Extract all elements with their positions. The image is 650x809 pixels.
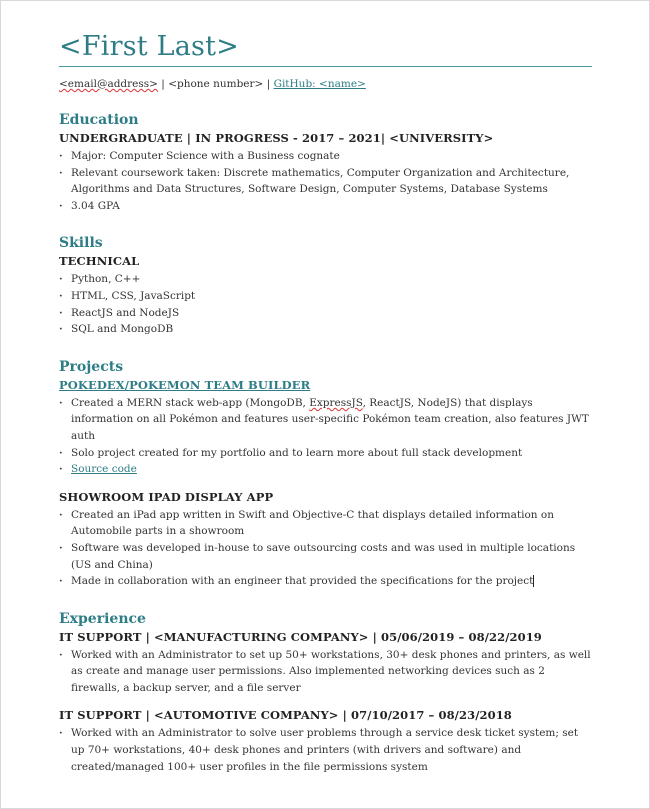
list-item: · HTML, CSS, JavaScript [59, 288, 592, 305]
education-list [59, 148, 592, 214]
project-showroom-title: SHOWROOM IPAD DISPLAY APP [59, 489, 274, 504]
email-address: <email@address> [59, 78, 158, 90]
contact-separator: | [157, 78, 169, 90]
list-item [59, 461, 592, 478]
project-pokedex-title[interactable]: POKEDEX/POKEMON TEAM BUILDER [59, 377, 311, 392]
list-item: · Worked with an Administrator to set up 50+ workstations, 30+ desk phones and printers, as well as create and manage user permissions. Also implemented networking devices such as 2 firewalls, a backup server, and a file server [59, 647, 592, 697]
education-heading: Education [59, 112, 139, 128]
experience-heading: Experience [59, 610, 146, 627]
header-divider [59, 66, 592, 67]
job-list [59, 647, 592, 697]
list-item: · Relevant coursework taken: Discrete mathematics, Computer Organization and Architecture, Algorithms and Data Structures, Software Design, Computer Systems, Database Systems [59, 165, 592, 198]
candidate-name: <First Last> [59, 31, 239, 62]
education-entry-title: UNDERGRADUATE | IN PROGRESS - 2017 – 2021| <UNIVERSITY> [59, 131, 494, 145]
github-link[interactable]: GitHub: <name> [273, 78, 366, 90]
project-showroom-list [59, 507, 592, 590]
bullet-text: , ReactJS, NodeJS) that displays information on all Pokémon and features user-specific Pokémon team creation, also features JWT auth [71, 396, 589, 442]
bullet-text-with-cursor[interactable]: Made in collaboration with an engineer that provided the specifications for the project [71, 575, 534, 588]
list-item: · 3.04 GPA [59, 198, 592, 215]
list-item: · Created an iPad app written in Swift and Objective-C that displays detailed information on Automobile parts in a showroom [59, 507, 592, 540]
source-code-link[interactable]: Source code [71, 463, 137, 476]
skills-entry-title: TECHNICAL [59, 254, 140, 269]
list-item: · Software was developed in-house to save outsourcing costs and was used in multiple locations (US and China) [59, 540, 592, 573]
bullet-text: Created a MERN stack web-app (MongoDB, [71, 396, 310, 409]
contact-line [59, 77, 592, 91]
list-item: · Python, C++ [59, 271, 592, 288]
resume-content [59, 31, 592, 775]
list-item: · ReactJS and NodeJS [59, 305, 592, 322]
list-item: · Solo project created for my portfolio and to learn more about full stack development [59, 445, 592, 462]
project-pokedex-list [59, 395, 592, 478]
job-title: IT SUPPORT | <MANUFACTURING COMPANY> | 05/06/2019 – 08/22/2019 [59, 629, 542, 644]
projects-heading: Projects [59, 358, 124, 375]
job-list [59, 725, 592, 775]
spellcheck-word: ExpressJS [309, 396, 363, 409]
list-item: · Major: Computer Science with a Business cognate [59, 148, 592, 165]
skills-heading: Skills [59, 235, 103, 252]
contact-separator: | [263, 78, 274, 90]
list-item: · SQL and MongoDB [59, 321, 592, 338]
skills-list [59, 271, 592, 337]
list-item: · Worked with an Administrator to solve user problems through a service desk ticket system; set up 70+ workstations, 40+ desk phones and printers (with drivers and software) and created/managed 100+ user profiles in the file permissions system [59, 725, 592, 775]
list-item [59, 573, 592, 590]
job-title: IT SUPPORT | <AUTOMOTIVE COMPANY> | 07/10/2017 – 08/23/2018 [59, 708, 512, 723]
list-item [59, 395, 592, 445]
phone-number: <phone number> [168, 78, 264, 90]
